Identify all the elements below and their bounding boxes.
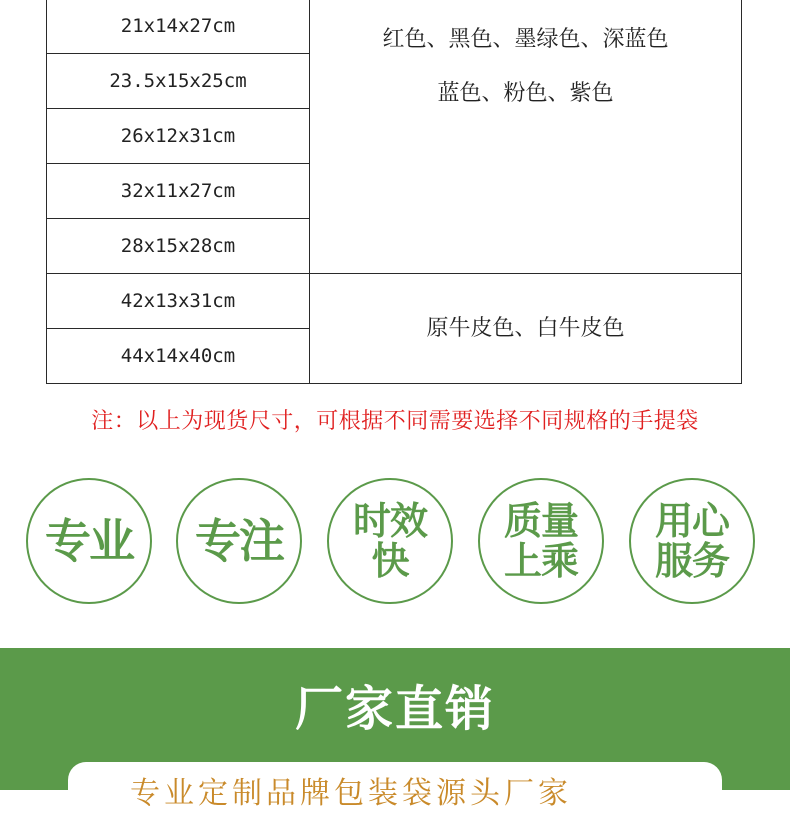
badge-text: 质量 bbox=[503, 498, 578, 543]
banner-title: 厂家直销 bbox=[294, 681, 495, 737]
badge-quality bbox=[478, 478, 604, 604]
badge-fast bbox=[327, 478, 453, 604]
size-cell: 26x12x31cm bbox=[47, 109, 310, 164]
size-cell: 21x14x27cm bbox=[47, 0, 310, 54]
badge-service bbox=[629, 478, 755, 604]
badge-text: 用心 bbox=[654, 498, 729, 543]
badge-text: 时效 bbox=[352, 498, 427, 543]
badge-text: 快 bbox=[371, 538, 409, 583]
size-cell: 28x15x28cm bbox=[47, 219, 310, 274]
color-line: 红色、黑色、墨绿色、深蓝色 bbox=[382, 27, 669, 52]
color-line: 蓝色、粉色、紫色 bbox=[437, 81, 614, 106]
size-cell: 23.5x15x25cm bbox=[47, 54, 310, 109]
size-cell: 32x11x27cm bbox=[47, 164, 310, 219]
badge-focused bbox=[176, 478, 302, 604]
badge-text: 专注 bbox=[195, 514, 283, 568]
color-cell-group-2: 原牛皮色、白牛皮色 bbox=[310, 274, 742, 384]
spec-note: 注：以上为现货尺寸，可根据不同需要选择不同规格的手提袋 bbox=[91, 409, 699, 434]
spec-table bbox=[46, 0, 742, 384]
size-cell: 42x13x31cm bbox=[47, 274, 310, 329]
banner-card-text bbox=[130, 768, 670, 790]
badge-text: 服务 bbox=[654, 538, 729, 583]
feature-badges bbox=[0, 478, 790, 610]
color-cell-group-1 bbox=[310, 0, 742, 274]
table-row bbox=[47, 0, 742, 54]
badge-text: 上乘 bbox=[503, 538, 578, 583]
table-row bbox=[47, 274, 742, 329]
size-cell: 44x14x40cm bbox=[47, 329, 310, 384]
badge-text: 专业 bbox=[45, 514, 133, 568]
badge-professional bbox=[26, 478, 152, 604]
